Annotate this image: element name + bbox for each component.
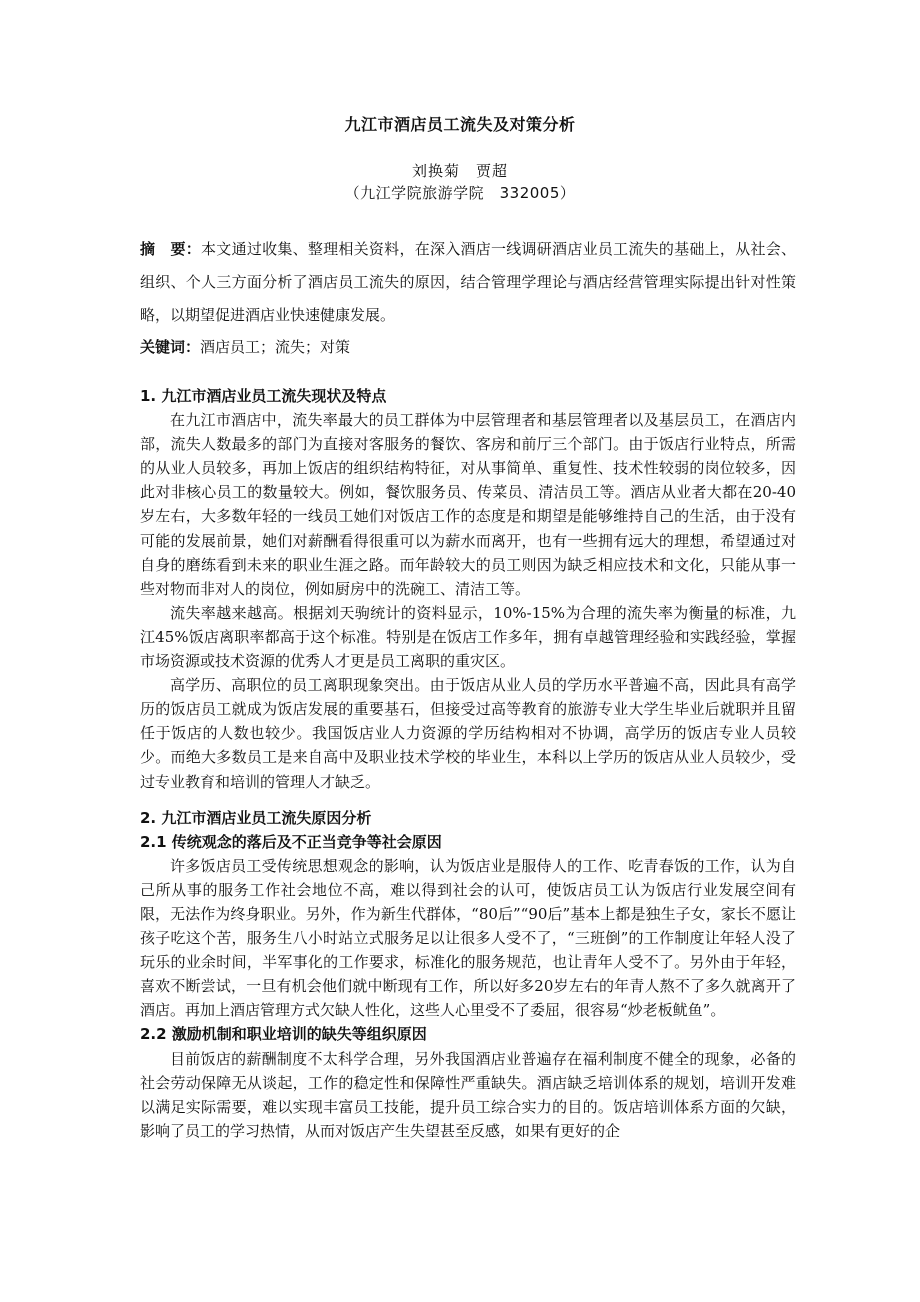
abstract	[140, 233, 796, 332]
section-2-heading: 2. 九江市酒店业员工流失原因分析	[140, 808, 372, 827]
section-gap	[140, 794, 796, 806]
section-1-paragraph-2: 流失率越来越高。根据刘天驹统计的资料显示，10%-15%为合理的流失率为衡量的标准，九江45%饭店离职率都高于这个标准。特别是在饭店工作多年，拥有卓越管理经验和实践经验，掌握市场资源或技术资源的优秀人才更是员工离职的重灾区。	[140, 603, 796, 671]
paper-affiliation: （九江学院旅游学院 332005）	[344, 184, 576, 202]
paper-authors: 刘换菊 贾超	[411, 162, 508, 180]
keywords-text: 酒店员工；流失；对策	[200, 338, 351, 356]
keywords	[140, 336, 796, 358]
section-1-paragraph-3: 高学历、高职位的员工离职现象突出。由于饭店从业人员的学历水平普遍不高，因此具有高学历的饭店员工就成为饭店发展的重要基石，但接受过高等教育的旅游专业大学生毕业后就职并且留任于饭店的人数也较少。我国饭店业人力资源的学历结构相对不协调，高学历的饭店专业人员较少。而绝大多数员工是来自高中及职业技术学校的毕业生，本科以上学历的饭店从业人员较少，受过专业教育和培训的管理人才缺乏。	[140, 676, 796, 791]
section-2-1-paragraph-1: 许多饭店员工受传统思想观念的影响，认为饭店业是服侍人的工作、吃青春饭的工作，认为自己所从事的服务工作社会地位不高，难以得到社会的认可，使饭店员工认为饭店行业发展空间有限，无法作为终身职业。另外，作为新生代群体，“80后”“90后”基本上都是独生子女，家长不愿让孩子吃这个苦，服务生八小时站立式服务足以让很多人受不了，“三班倒”的工作制度让年轻人没了玩乐的业余时间，半军事化的工作要求，标准化的服务规范，也让青年人受不了。另外由于年轻，喜欢不断尝试，一旦有机会他们就中断现有工作，所以好多20岁左右的年青人熬不了多久就离开了酒店。再加上酒店管理方式欠缺人性化，这些人心里受不了委屈，很容易“炒老板鱿鱼”。	[140, 856, 796, 1020]
section-1-paragraph-1: 在九江市酒店中，流失率最大的员工群体为中层管理者和基层管理者以及基层员工，在酒店内部，流失人数最多的部门为直接对客服务的餐饮、客房和前厅三个部门。由于饭店行业特点，所需的从业人员较多，再加上饭店的组织结构特征，对从事简单、重复性、技术性较弱的岗位较多，因此对非核心员工的数量较大。例如，餐饮服务员、传菜员、清洁员工等。酒店从业者大都在20-40岁左右，大多数年轻的一线员工她们对饭店工作的态度是和期望是能够维持自己的生活，由于没有可能的发展前景，她们对薪酬看得很重可以为薪水而离开，也有一些拥有远大的理想，希望通过对自身的磨练看到未来的职业生涯之路。而年龄较大的员工则因为缺乏相应技术和文化，只能从事一些对物而非对人的岗位，例如厨房中的洗碗工、清洁工等。	[140, 411, 796, 598]
section-2-2-paragraph-1: 目前饭店的薪酬制度不太科学合理，另外我国酒店业普遍存在福利制度不健全的现象，必备的社会劳动保障无从谈起，工作的稳定性和保障性严重缺失。酒店缺乏培训体系的规划，培训开发难以满足实际需要，难以实现丰富员工技能，提升员工综合实力的目的。饭店培训体系方面的欠缺，影响了员工的学习热情，从而对饭店产生失望甚至反感，如果有更好的企	[140, 1049, 796, 1140]
body-text	[140, 384, 796, 1143]
abstract-text: 本文通过收集、整理相关资料，在深入酒店一线调研酒店业员工流失的基础上，从社会、组织、个人三方面分析了酒店员工流失的原因，结合管理学理论与酒店经营管理实际提出针对性策略，以期望促进酒店业快速健康发展。	[140, 240, 796, 324]
abstract-label: 摘 要：	[140, 240, 202, 258]
paper-title: 九江市酒店员工流失及对策分析	[344, 115, 576, 134]
keywords-label: 关键词：	[140, 338, 201, 356]
section-2-2-heading: 2.2 激励机制和职业培训的缺失等组织原因	[140, 1025, 427, 1044]
section-1-heading: 1. 九江市酒店业员工流失现状及特点	[140, 387, 387, 405]
section-2-1-heading: 2.1 传统观念的落后及不正当竞争等社会原因	[140, 832, 442, 851]
